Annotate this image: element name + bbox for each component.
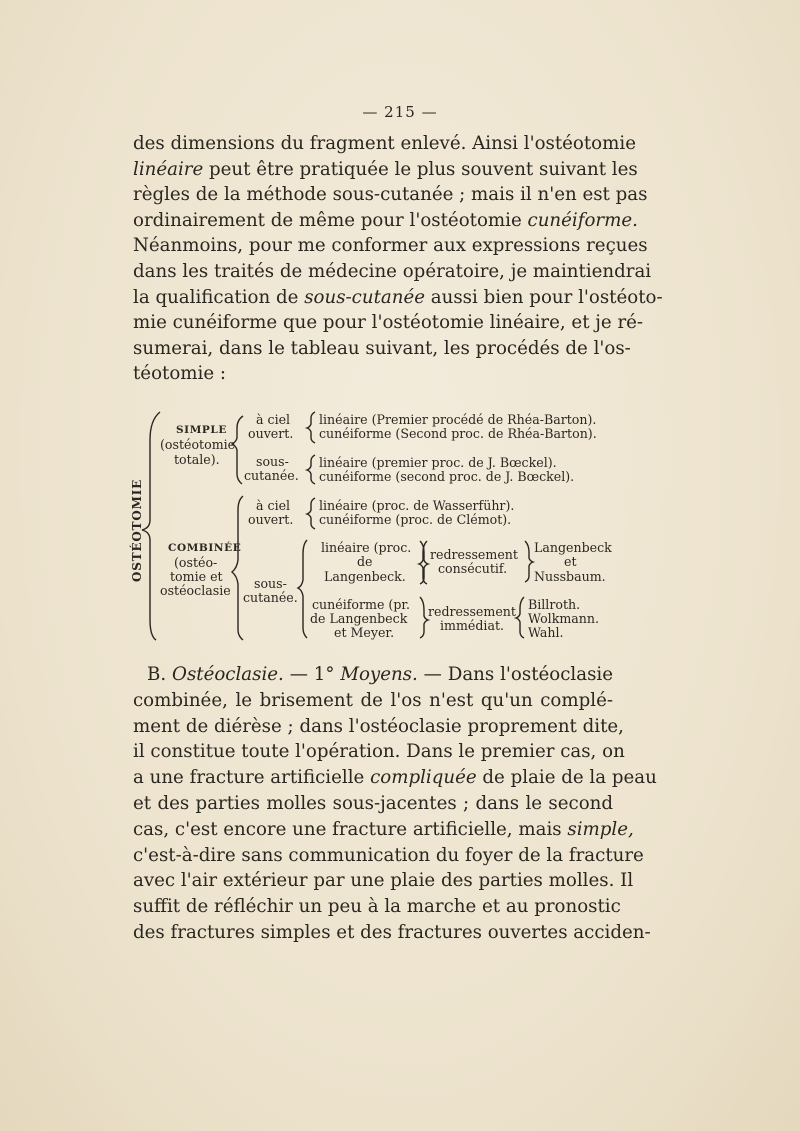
text-line: combinée, le brisement de l'os n'est qu'un complé-: [133, 689, 613, 711]
author-name: et: [564, 554, 577, 569]
combinee-ciel: à ciel: [256, 498, 291, 513]
lineaire-proc: linéaire (proc.: [321, 540, 412, 555]
text-line: Néanmoins, pour me conformer aux expressions reçues: [133, 235, 648, 257]
text-line: ment de diérèse ; dans l'ostéoclasie proprement dite,: [133, 715, 624, 737]
text-span: aussi bien pour l'ostéoto-: [424, 286, 663, 308]
simple-sous-item: linéaire (premier proc. de J. Bœckel).: [319, 455, 557, 470]
text-line: c'est-à-dire sans communication du foyer de la fracture: [133, 844, 644, 866]
simple-ciel-item: linéaire (Premier procédé de Rhéa-Barton).: [319, 412, 597, 427]
cuneiforme-proc: cunéiforme (pr.: [312, 597, 411, 612]
combinee-ciel-item: cunéiforme (proc. de Clémot).: [319, 512, 512, 527]
simple-label: SIMPLE: [176, 424, 227, 436]
text-line: il constitue toute l'opération. Dans le premier cas, on: [133, 741, 625, 763]
author-name: Wahl.: [528, 625, 564, 640]
combinee-sub: ostéoclasie: [160, 583, 231, 598]
text-span: a une fracture artificielle: [133, 767, 371, 789]
combinee-ciel-item: linéaire (proc. de Wasserführ).: [319, 498, 515, 513]
simple-sub: (ostéotomie: [160, 437, 236, 452]
page-number: — 215 —: [362, 103, 438, 121]
simple-ciel: ouvert.: [248, 426, 294, 441]
simple-ciel: à ciel: [256, 412, 291, 427]
italic-term: sous-cutanée: [304, 286, 425, 308]
text-span: de plaie de la peau: [476, 767, 657, 789]
text-line: [133, 662, 613, 688]
cuneiforme-proc: de Langenbeck: [310, 611, 408, 626]
text-span: la qualification de: [133, 286, 305, 308]
italic-term: Ostéoclasie.: [172, 664, 284, 685]
combinee-sous: sous-: [254, 576, 287, 591]
italic-term: compliquée: [370, 767, 477, 789]
italic-term: simple,: [567, 818, 634, 840]
text-span: B.: [147, 664, 173, 685]
text-line: règles de la méthode sous-cutanée ; mais il n'en est pas: [133, 184, 648, 206]
redressement-consecutif: redressement: [430, 547, 518, 562]
root-label: OSTÉOTOMIE: [130, 478, 144, 582]
combinee-label: COMBINÉE: [168, 542, 242, 554]
text-line: téotomie :: [133, 363, 227, 385]
text-span: — 1°: [283, 664, 341, 685]
italic-term: cunéiforme.: [527, 209, 638, 231]
redressement-consecutif: consécutif.: [438, 561, 508, 576]
combinee-ciel: ouvert.: [248, 512, 294, 527]
author-name: Langenbeck: [534, 540, 612, 555]
text-span: ordinairement de même pour l'ostéotomie: [133, 209, 528, 231]
text-line: des fractures simples et des fractures ouvertes acciden-: [133, 921, 651, 943]
simple-sous: cutanée.: [244, 468, 299, 483]
text-line: [133, 817, 634, 843]
simple-sous: sous-: [256, 454, 289, 469]
text-line: mie cunéiforme que pour l'ostéotomie linéaire, et je ré-: [133, 312, 644, 334]
lineaire-proc: de: [357, 554, 373, 569]
text-line: suffit de réfléchir un peu à la marche et au pronostic: [133, 896, 621, 918]
italic-term: linéaire: [133, 158, 204, 180]
combinee-sub: (ostéo-: [174, 555, 218, 570]
italic-term: Moyens.: [340, 664, 418, 685]
text-line: avec l'air extérieur par une plaie des parties molles. Il: [133, 870, 634, 892]
paragraph-osteoclasie: [133, 662, 657, 946]
cuneiforme-proc: et Meyer.: [334, 625, 395, 640]
text-line: [133, 765, 657, 791]
text-span: — Dans l'ostéoclasie: [417, 664, 613, 685]
combinee-sub: tomie et: [170, 569, 223, 584]
text-span: peut être pratiquée le plus souvent suivant les: [203, 158, 638, 180]
simple-ciel-item: cunéiforme (Second proc. de Rhéa-Barton).: [319, 426, 597, 441]
author-name: Nussbaum.: [534, 569, 606, 584]
text-line: sumerai, dans le tableau suivant, les procédés de l'os-: [133, 337, 631, 359]
text-span: cas, c'est encore une fracture artificielle, mais: [133, 818, 568, 840]
text-line: dans les traités de médecine opératoire, je maintiendrai: [133, 260, 652, 282]
text-line: des dimensions du fragment enlevé. Ainsi l'ostéotomie: [133, 133, 636, 154]
combinee-sous: cutanée.: [243, 590, 298, 605]
text-line: et des parties molles sous-jacentes ; dans le second: [133, 792, 613, 814]
author-name: Billroth.: [528, 597, 581, 612]
author-name: Wolkmann.: [528, 611, 600, 626]
simple-sub: totale).: [174, 452, 220, 467]
simple-sous-item: cunéiforme (second proc. de J. Bœckel).: [319, 469, 575, 484]
lineaire-proc: Langenbeck.: [324, 569, 406, 584]
redressement-immediat: redressement: [428, 604, 516, 619]
redressement-immediat: immédiat.: [440, 618, 505, 633]
